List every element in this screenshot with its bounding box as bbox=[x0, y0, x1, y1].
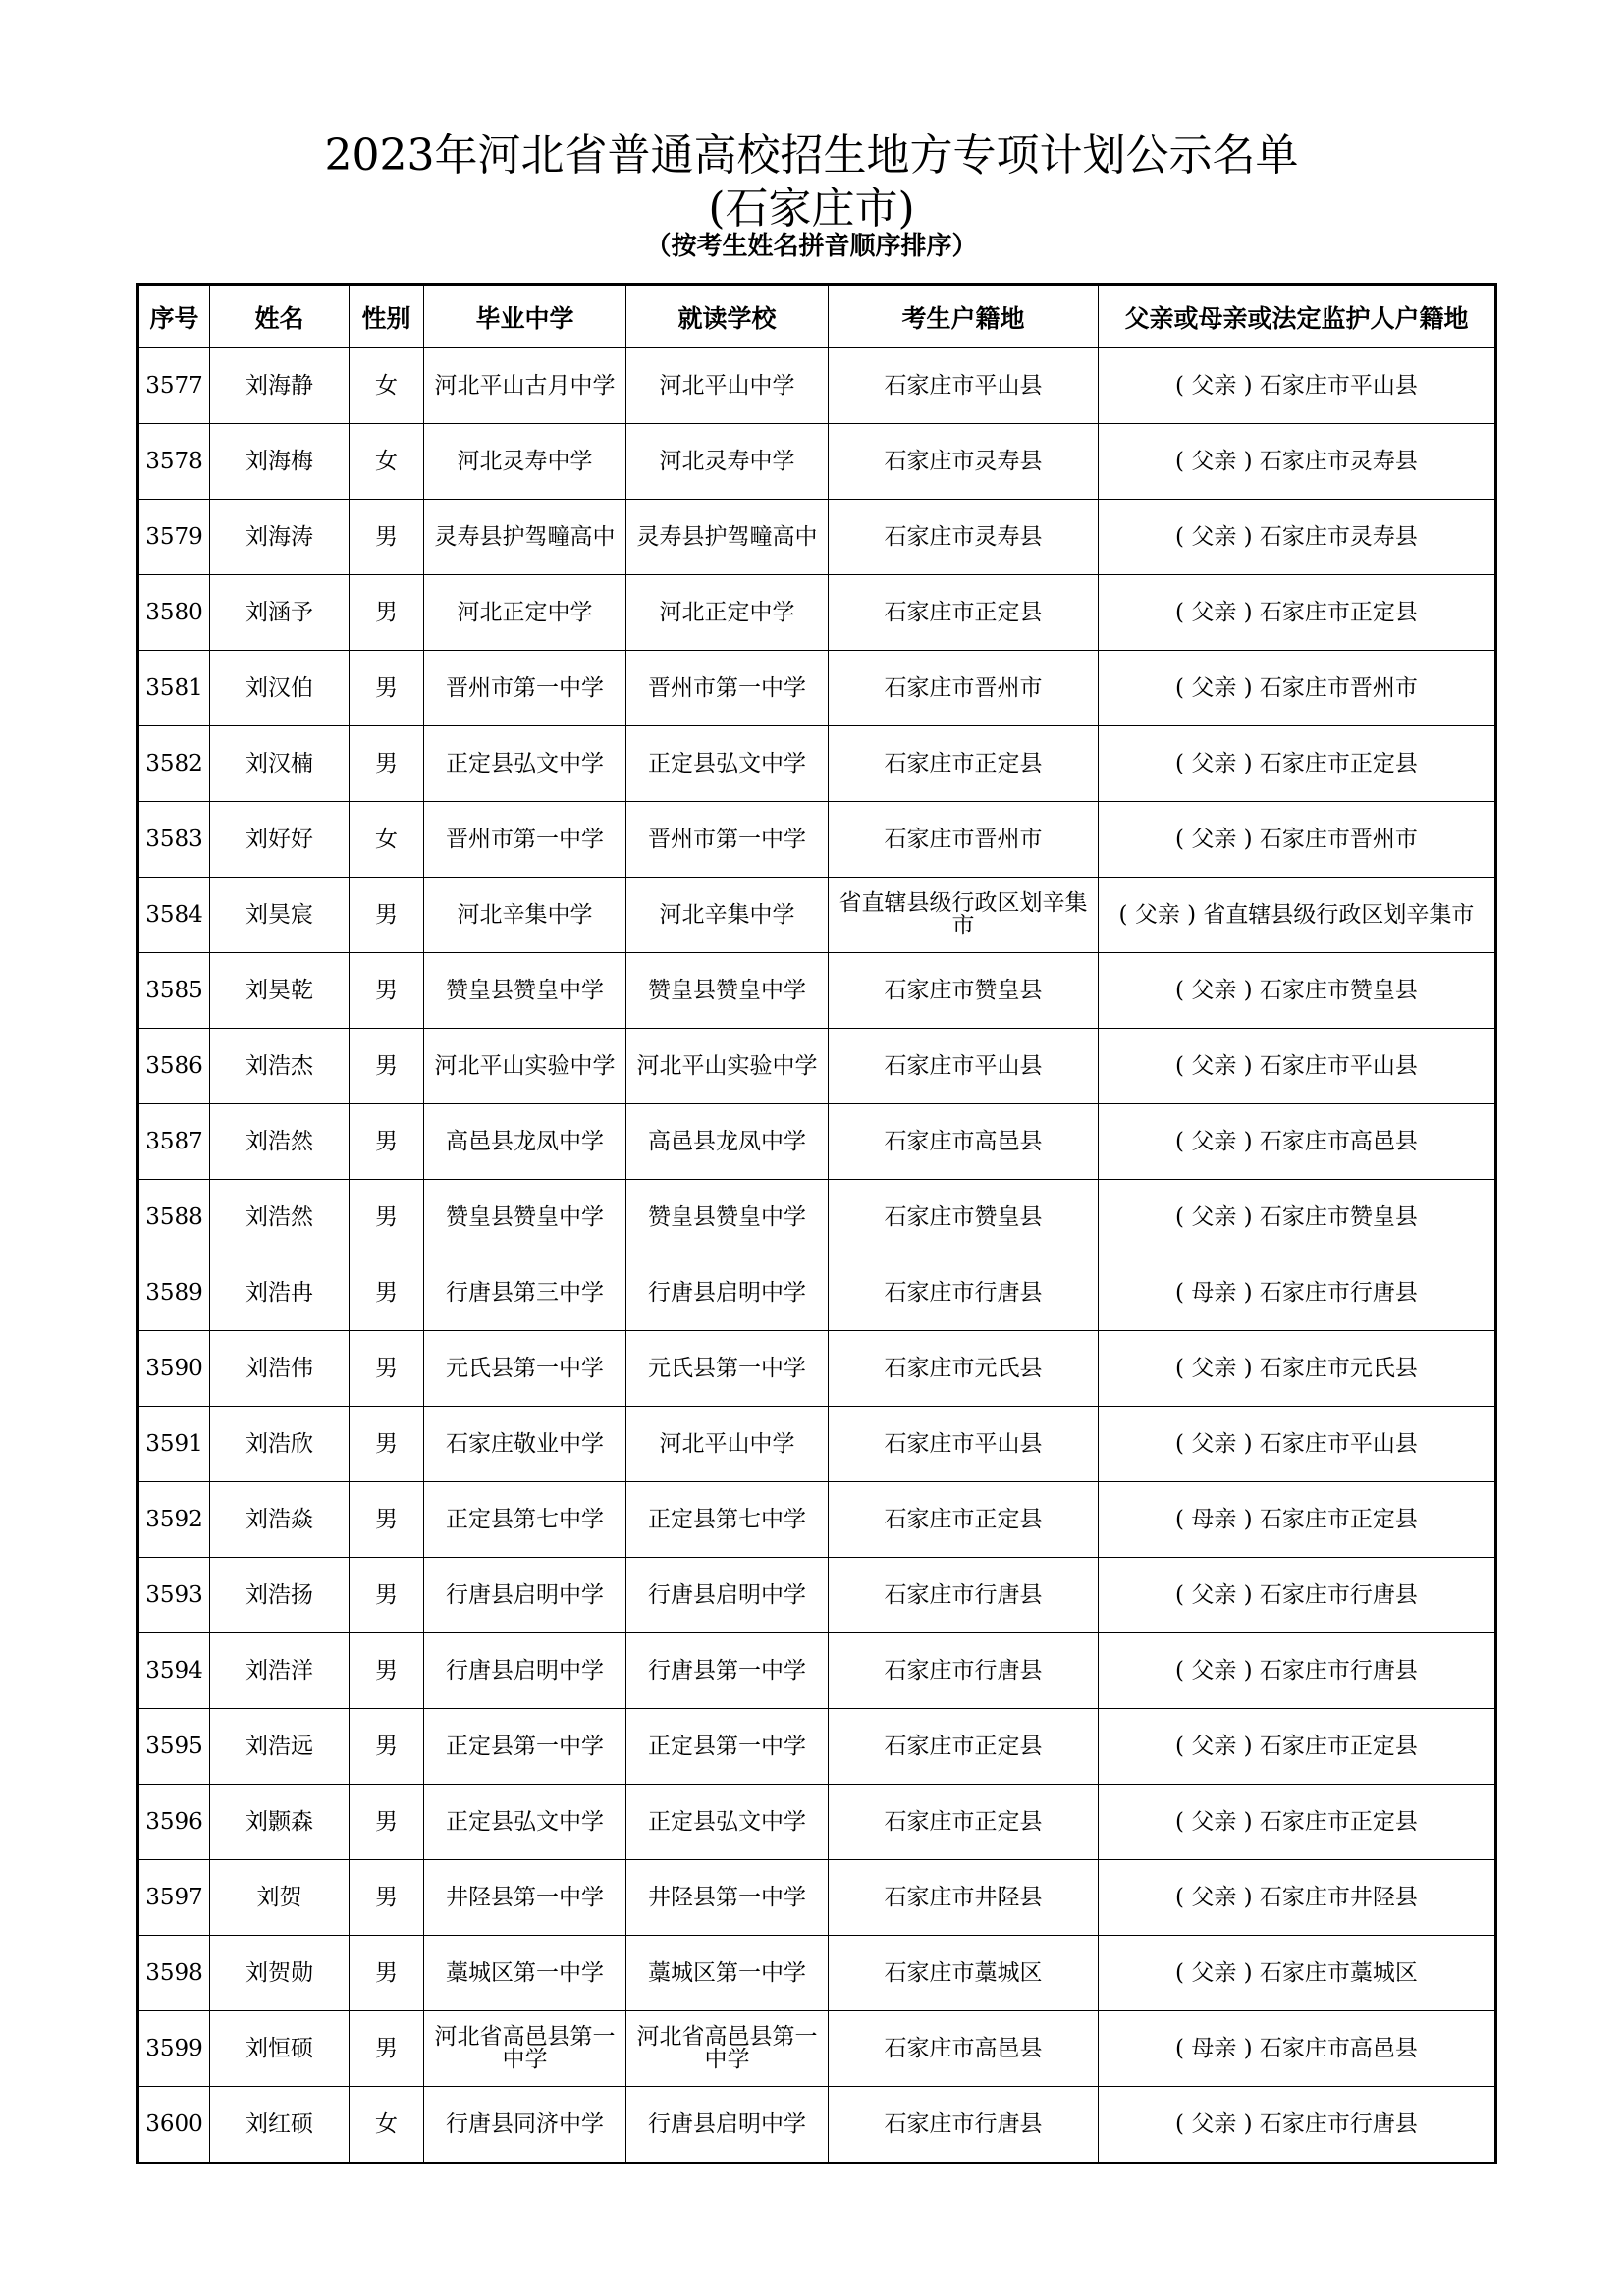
table-row bbox=[138, 1180, 1496, 1255]
cell-name: 刘浩洋 bbox=[210, 1633, 350, 1709]
cell-hukou: 石家庄市行唐县 bbox=[829, 1255, 1099, 1331]
cell-current-school: 赞皇县赞皇中学 bbox=[626, 953, 829, 1029]
page-title: 2023年河北省普通高校招生地方专项计划公示名单 bbox=[324, 131, 1299, 181]
cell-gender: 男 bbox=[350, 1331, 424, 1407]
cell-parent-hukou: ( 父亲 ) 石家庄市平山县 bbox=[1099, 1029, 1496, 1104]
cell-hukou: 石家庄市平山县 bbox=[829, 348, 1099, 424]
cell-grad-school: 正定县第一中学 bbox=[424, 1709, 626, 1785]
table-body bbox=[138, 348, 1496, 2163]
cell-current-school: 河北平山实验中学 bbox=[626, 1029, 829, 1104]
cell-current-school: 河北灵寿中学 bbox=[626, 424, 829, 500]
cell-gender: 男 bbox=[350, 878, 424, 953]
cell-no: 3584 bbox=[138, 878, 210, 953]
column-header-grad-school: 毕业中学 bbox=[424, 285, 626, 348]
column-header-name: 姓名 bbox=[210, 285, 350, 348]
cell-current-school: 晋州市第一中学 bbox=[626, 802, 829, 878]
cell-no: 3587 bbox=[138, 1104, 210, 1180]
cell-parent-hukou: ( 父亲 ) 石家庄市晋州市 bbox=[1099, 651, 1496, 726]
cell-parent-hukou: ( 母亲 ) 石家庄市行唐县 bbox=[1099, 1255, 1496, 1331]
cell-hukou: 石家庄市灵寿县 bbox=[829, 500, 1099, 575]
table-row bbox=[138, 1331, 1496, 1407]
cell-name: 刘涵予 bbox=[210, 575, 350, 651]
cell-parent-hukou: ( 父亲 ) 石家庄市行唐县 bbox=[1099, 2087, 1496, 2163]
cell-hukou: 石家庄市正定县 bbox=[829, 1482, 1099, 1558]
cell-no: 3580 bbox=[138, 575, 210, 651]
cell-current-school: 正定县弘文中学 bbox=[626, 1785, 829, 1860]
table-row bbox=[138, 2011, 1496, 2087]
cell-current-school: 藁城区第一中学 bbox=[626, 1936, 829, 2011]
table-header-row bbox=[138, 285, 1496, 348]
cell-name: 刘浩然 bbox=[210, 1180, 350, 1255]
cell-gender: 男 bbox=[350, 1860, 424, 1936]
cell-grad-school: 正定县弘文中学 bbox=[424, 726, 626, 802]
cell-current-school: 井陉县第一中学 bbox=[626, 1860, 829, 1936]
table-row bbox=[138, 726, 1496, 802]
page-subtitle: (石家庄市) bbox=[708, 184, 915, 234]
cell-hukou: 石家庄市正定县 bbox=[829, 575, 1099, 651]
cell-no: 3590 bbox=[138, 1331, 210, 1407]
cell-current-school: 行唐县启明中学 bbox=[626, 1255, 829, 1331]
cell-grad-school: 赞皇县赞皇中学 bbox=[424, 1180, 626, 1255]
cell-grad-school: 河北省高邑县第一中学 bbox=[424, 2011, 626, 2087]
cell-parent-hukou: ( 父亲 ) 石家庄市行唐县 bbox=[1099, 1633, 1496, 1709]
table-row bbox=[138, 575, 1496, 651]
cell-grad-school: 行唐县同济中学 bbox=[424, 2087, 626, 2163]
cell-hukou: 石家庄市灵寿县 bbox=[829, 424, 1099, 500]
cell-parent-hukou: ( 父亲 ) 石家庄市高邑县 bbox=[1099, 1104, 1496, 1180]
cell-no: 3595 bbox=[138, 1709, 210, 1785]
cell-gender: 男 bbox=[350, 1180, 424, 1255]
cell-current-school: 灵寿县护驾疃高中 bbox=[626, 500, 829, 575]
cell-hukou: 石家庄市正定县 bbox=[829, 1709, 1099, 1785]
cell-gender: 男 bbox=[350, 1633, 424, 1709]
cell-gender: 男 bbox=[350, 651, 424, 726]
cell-current-school: 行唐县启明中学 bbox=[626, 2087, 829, 2163]
cell-hukou: 石家庄市晋州市 bbox=[829, 802, 1099, 878]
cell-no: 3583 bbox=[138, 802, 210, 878]
cell-gender: 男 bbox=[350, 1709, 424, 1785]
cell-no: 3578 bbox=[138, 424, 210, 500]
cell-grad-school: 灵寿县护驾疃高中 bbox=[424, 500, 626, 575]
cell-name: 刘恒硕 bbox=[210, 2011, 350, 2087]
cell-hukou: 石家庄市平山县 bbox=[829, 1407, 1099, 1482]
table-row bbox=[138, 1785, 1496, 1860]
table-row bbox=[138, 1936, 1496, 2011]
cell-gender: 男 bbox=[350, 1936, 424, 2011]
cell-name: 刘浩伟 bbox=[210, 1331, 350, 1407]
roster-table bbox=[136, 283, 1497, 2164]
cell-parent-hukou: ( 父亲 ) 石家庄市正定县 bbox=[1099, 1785, 1496, 1860]
cell-parent-hukou: ( 父亲 ) 省直辖县级行政区划辛集市 bbox=[1099, 878, 1496, 953]
cell-parent-hukou: ( 母亲 ) 石家庄市高邑县 bbox=[1099, 2011, 1496, 2087]
cell-no: 3599 bbox=[138, 2011, 210, 2087]
cell-gender: 男 bbox=[350, 1255, 424, 1331]
cell-gender: 男 bbox=[350, 1029, 424, 1104]
cell-parent-hukou: ( 父亲 ) 石家庄市元氏县 bbox=[1099, 1331, 1496, 1407]
cell-name: 刘贺 bbox=[210, 1860, 350, 1936]
table-row bbox=[138, 802, 1496, 878]
cell-no: 3585 bbox=[138, 953, 210, 1029]
cell-hukou: 石家庄市晋州市 bbox=[829, 651, 1099, 726]
cell-current-school: 河北省高邑县第一中学 bbox=[626, 2011, 829, 2087]
cell-hukou: 省直辖县级行政区划辛集市 bbox=[829, 878, 1099, 953]
cell-gender: 女 bbox=[350, 348, 424, 424]
cell-grad-school: 元氏县第一中学 bbox=[424, 1331, 626, 1407]
cell-current-school: 行唐县第一中学 bbox=[626, 1633, 829, 1709]
cell-current-school: 河北辛集中学 bbox=[626, 878, 829, 953]
cell-parent-hukou: ( 父亲 ) 石家庄市灵寿县 bbox=[1099, 424, 1496, 500]
table-row bbox=[138, 348, 1496, 424]
cell-hukou: 石家庄市行唐县 bbox=[829, 1633, 1099, 1709]
cell-hukou: 石家庄市平山县 bbox=[829, 1029, 1099, 1104]
table-row bbox=[138, 1407, 1496, 1482]
cell-grad-school: 河北灵寿中学 bbox=[424, 424, 626, 500]
cell-grad-school: 赞皇县赞皇中学 bbox=[424, 953, 626, 1029]
table-row bbox=[138, 1860, 1496, 1936]
table-row bbox=[138, 1104, 1496, 1180]
cell-hukou: 石家庄市元氏县 bbox=[829, 1331, 1099, 1407]
table-row bbox=[138, 1482, 1496, 1558]
cell-no: 3596 bbox=[138, 1785, 210, 1860]
cell-gender: 男 bbox=[350, 2011, 424, 2087]
cell-no: 3594 bbox=[138, 1633, 210, 1709]
sort-note: （按考生姓名拼音顺序排序） bbox=[645, 232, 978, 261]
cell-gender: 男 bbox=[350, 1104, 424, 1180]
cell-hukou: 石家庄市赞皇县 bbox=[829, 953, 1099, 1029]
cell-grad-school: 晋州市第一中学 bbox=[424, 802, 626, 878]
cell-current-school: 晋州市第一中学 bbox=[626, 651, 829, 726]
cell-grad-school: 正定县弘文中学 bbox=[424, 1785, 626, 1860]
cell-gender: 女 bbox=[350, 802, 424, 878]
cell-current-school: 河北正定中学 bbox=[626, 575, 829, 651]
cell-grad-school: 正定县第七中学 bbox=[424, 1482, 626, 1558]
cell-name: 刘浩扬 bbox=[210, 1558, 350, 1633]
cell-parent-hukou: ( 父亲 ) 石家庄市晋州市 bbox=[1099, 802, 1496, 878]
cell-current-school: 高邑县龙凤中学 bbox=[626, 1104, 829, 1180]
table-row bbox=[138, 1633, 1496, 1709]
cell-hukou: 石家庄市井陉县 bbox=[829, 1860, 1099, 1936]
cell-name: 刘海涛 bbox=[210, 500, 350, 575]
cell-name: 刘浩冉 bbox=[210, 1255, 350, 1331]
cell-name: 刘红硕 bbox=[210, 2087, 350, 2163]
cell-parent-hukou: ( 父亲 ) 石家庄市平山县 bbox=[1099, 348, 1496, 424]
cell-no: 3579 bbox=[138, 500, 210, 575]
cell-grad-school: 高邑县龙凤中学 bbox=[424, 1104, 626, 1180]
cell-no: 3577 bbox=[138, 348, 210, 424]
cell-grad-school: 河北辛集中学 bbox=[424, 878, 626, 953]
cell-parent-hukou: ( 父亲 ) 石家庄市藁城区 bbox=[1099, 1936, 1496, 2011]
cell-no: 3598 bbox=[138, 1936, 210, 2011]
cell-grad-school: 藁城区第一中学 bbox=[424, 1936, 626, 2011]
cell-parent-hukou: ( 父亲 ) 石家庄市正定县 bbox=[1099, 1709, 1496, 1785]
cell-grad-school: 行唐县启明中学 bbox=[424, 1558, 626, 1633]
cell-parent-hukou: ( 父亲 ) 石家庄市行唐县 bbox=[1099, 1558, 1496, 1633]
cell-current-school: 正定县第七中学 bbox=[626, 1482, 829, 1558]
cell-grad-school: 行唐县启明中学 bbox=[424, 1633, 626, 1709]
cell-no: 3581 bbox=[138, 651, 210, 726]
cell-name: 刘汉伯 bbox=[210, 651, 350, 726]
cell-hukou: 石家庄市赞皇县 bbox=[829, 1180, 1099, 1255]
column-header-current-school: 就读学校 bbox=[626, 285, 829, 348]
cell-gender: 女 bbox=[350, 2087, 424, 2163]
table-row bbox=[138, 1029, 1496, 1104]
cell-grad-school: 石家庄敬业中学 bbox=[424, 1407, 626, 1482]
cell-name: 刘浩欣 bbox=[210, 1407, 350, 1482]
cell-parent-hukou: ( 母亲 ) 石家庄市正定县 bbox=[1099, 1482, 1496, 1558]
cell-parent-hukou: ( 父亲 ) 石家庄市平山县 bbox=[1099, 1407, 1496, 1482]
cell-name: 刘浩焱 bbox=[210, 1482, 350, 1558]
cell-grad-school: 井陉县第一中学 bbox=[424, 1860, 626, 1936]
cell-parent-hukou: ( 父亲 ) 石家庄市正定县 bbox=[1099, 726, 1496, 802]
cell-name: 刘贺勋 bbox=[210, 1936, 350, 2011]
table-row bbox=[138, 1255, 1496, 1331]
cell-current-school: 赞皇县赞皇中学 bbox=[626, 1180, 829, 1255]
cell-hukou: 石家庄市正定县 bbox=[829, 1785, 1099, 1860]
cell-current-school: 河北平山中学 bbox=[626, 1407, 829, 1482]
table-row bbox=[138, 1558, 1496, 1633]
table-row bbox=[138, 424, 1496, 500]
cell-gender: 男 bbox=[350, 1407, 424, 1482]
table-row bbox=[138, 1709, 1496, 1785]
cell-gender: 男 bbox=[350, 500, 424, 575]
cell-parent-hukou: ( 父亲 ) 石家庄市赞皇县 bbox=[1099, 1180, 1496, 1255]
cell-grad-school: 河北平山古月中学 bbox=[424, 348, 626, 424]
cell-gender: 男 bbox=[350, 953, 424, 1029]
cell-gender: 男 bbox=[350, 575, 424, 651]
cell-name: 刘好好 bbox=[210, 802, 350, 878]
cell-gender: 男 bbox=[350, 1482, 424, 1558]
cell-grad-school: 行唐县第三中学 bbox=[424, 1255, 626, 1331]
cell-grad-school: 晋州市第一中学 bbox=[424, 651, 626, 726]
cell-no: 3597 bbox=[138, 1860, 210, 1936]
table-row bbox=[138, 953, 1496, 1029]
cell-grad-school: 河北正定中学 bbox=[424, 575, 626, 651]
cell-no: 3582 bbox=[138, 726, 210, 802]
cell-name: 刘浩杰 bbox=[210, 1029, 350, 1104]
cell-gender: 女 bbox=[350, 424, 424, 500]
cell-hukou: 石家庄市行唐县 bbox=[829, 2087, 1099, 2163]
cell-current-school: 行唐县启明中学 bbox=[626, 1558, 829, 1633]
table-row bbox=[138, 878, 1496, 953]
cell-no: 3588 bbox=[138, 1180, 210, 1255]
cell-parent-hukou: ( 父亲 ) 石家庄市正定县 bbox=[1099, 575, 1496, 651]
cell-hukou: 石家庄市藁城区 bbox=[829, 1936, 1099, 2011]
cell-current-school: 元氏县第一中学 bbox=[626, 1331, 829, 1407]
cell-current-school: 正定县第一中学 bbox=[626, 1709, 829, 1785]
cell-parent-hukou: ( 父亲 ) 石家庄市赞皇县 bbox=[1099, 953, 1496, 1029]
cell-gender: 男 bbox=[350, 1785, 424, 1860]
cell-no: 3593 bbox=[138, 1558, 210, 1633]
cell-parent-hukou: ( 父亲 ) 石家庄市井陉县 bbox=[1099, 1860, 1496, 1936]
cell-parent-hukou: ( 父亲 ) 石家庄市灵寿县 bbox=[1099, 500, 1496, 575]
column-header-hukou: 考生户籍地 bbox=[829, 285, 1099, 348]
cell-no: 3600 bbox=[138, 2087, 210, 2163]
cell-no: 3589 bbox=[138, 1255, 210, 1331]
cell-current-school: 河北平山中学 bbox=[626, 348, 829, 424]
cell-current-school: 正定县弘文中学 bbox=[626, 726, 829, 802]
cell-no: 3592 bbox=[138, 1482, 210, 1558]
cell-hukou: 石家庄市高邑县 bbox=[829, 2011, 1099, 2087]
column-header-no: 序号 bbox=[138, 285, 210, 348]
cell-name: 刘汉楠 bbox=[210, 726, 350, 802]
cell-name: 刘颢森 bbox=[210, 1785, 350, 1860]
cell-name: 刘海梅 bbox=[210, 424, 350, 500]
cell-name: 刘海静 bbox=[210, 348, 350, 424]
cell-name: 刘浩远 bbox=[210, 1709, 350, 1785]
cell-gender: 男 bbox=[350, 726, 424, 802]
cell-hukou: 石家庄市高邑县 bbox=[829, 1104, 1099, 1180]
cell-no: 3586 bbox=[138, 1029, 210, 1104]
cell-hukou: 石家庄市正定县 bbox=[829, 726, 1099, 802]
table-row bbox=[138, 2087, 1496, 2163]
table-row bbox=[138, 651, 1496, 726]
cell-name: 刘浩然 bbox=[210, 1104, 350, 1180]
cell-no: 3591 bbox=[138, 1407, 210, 1482]
cell-name: 刘昊宸 bbox=[210, 878, 350, 953]
table-row bbox=[138, 500, 1496, 575]
column-header-gender: 性别 bbox=[350, 285, 424, 348]
column-header-parent-hukou: 父亲或母亲或法定监护人户籍地 bbox=[1099, 285, 1496, 348]
cell-name: 刘昊乾 bbox=[210, 953, 350, 1029]
cell-gender: 男 bbox=[350, 1558, 424, 1633]
cell-grad-school: 河北平山实验中学 bbox=[424, 1029, 626, 1104]
cell-hukou: 石家庄市行唐县 bbox=[829, 1558, 1099, 1633]
